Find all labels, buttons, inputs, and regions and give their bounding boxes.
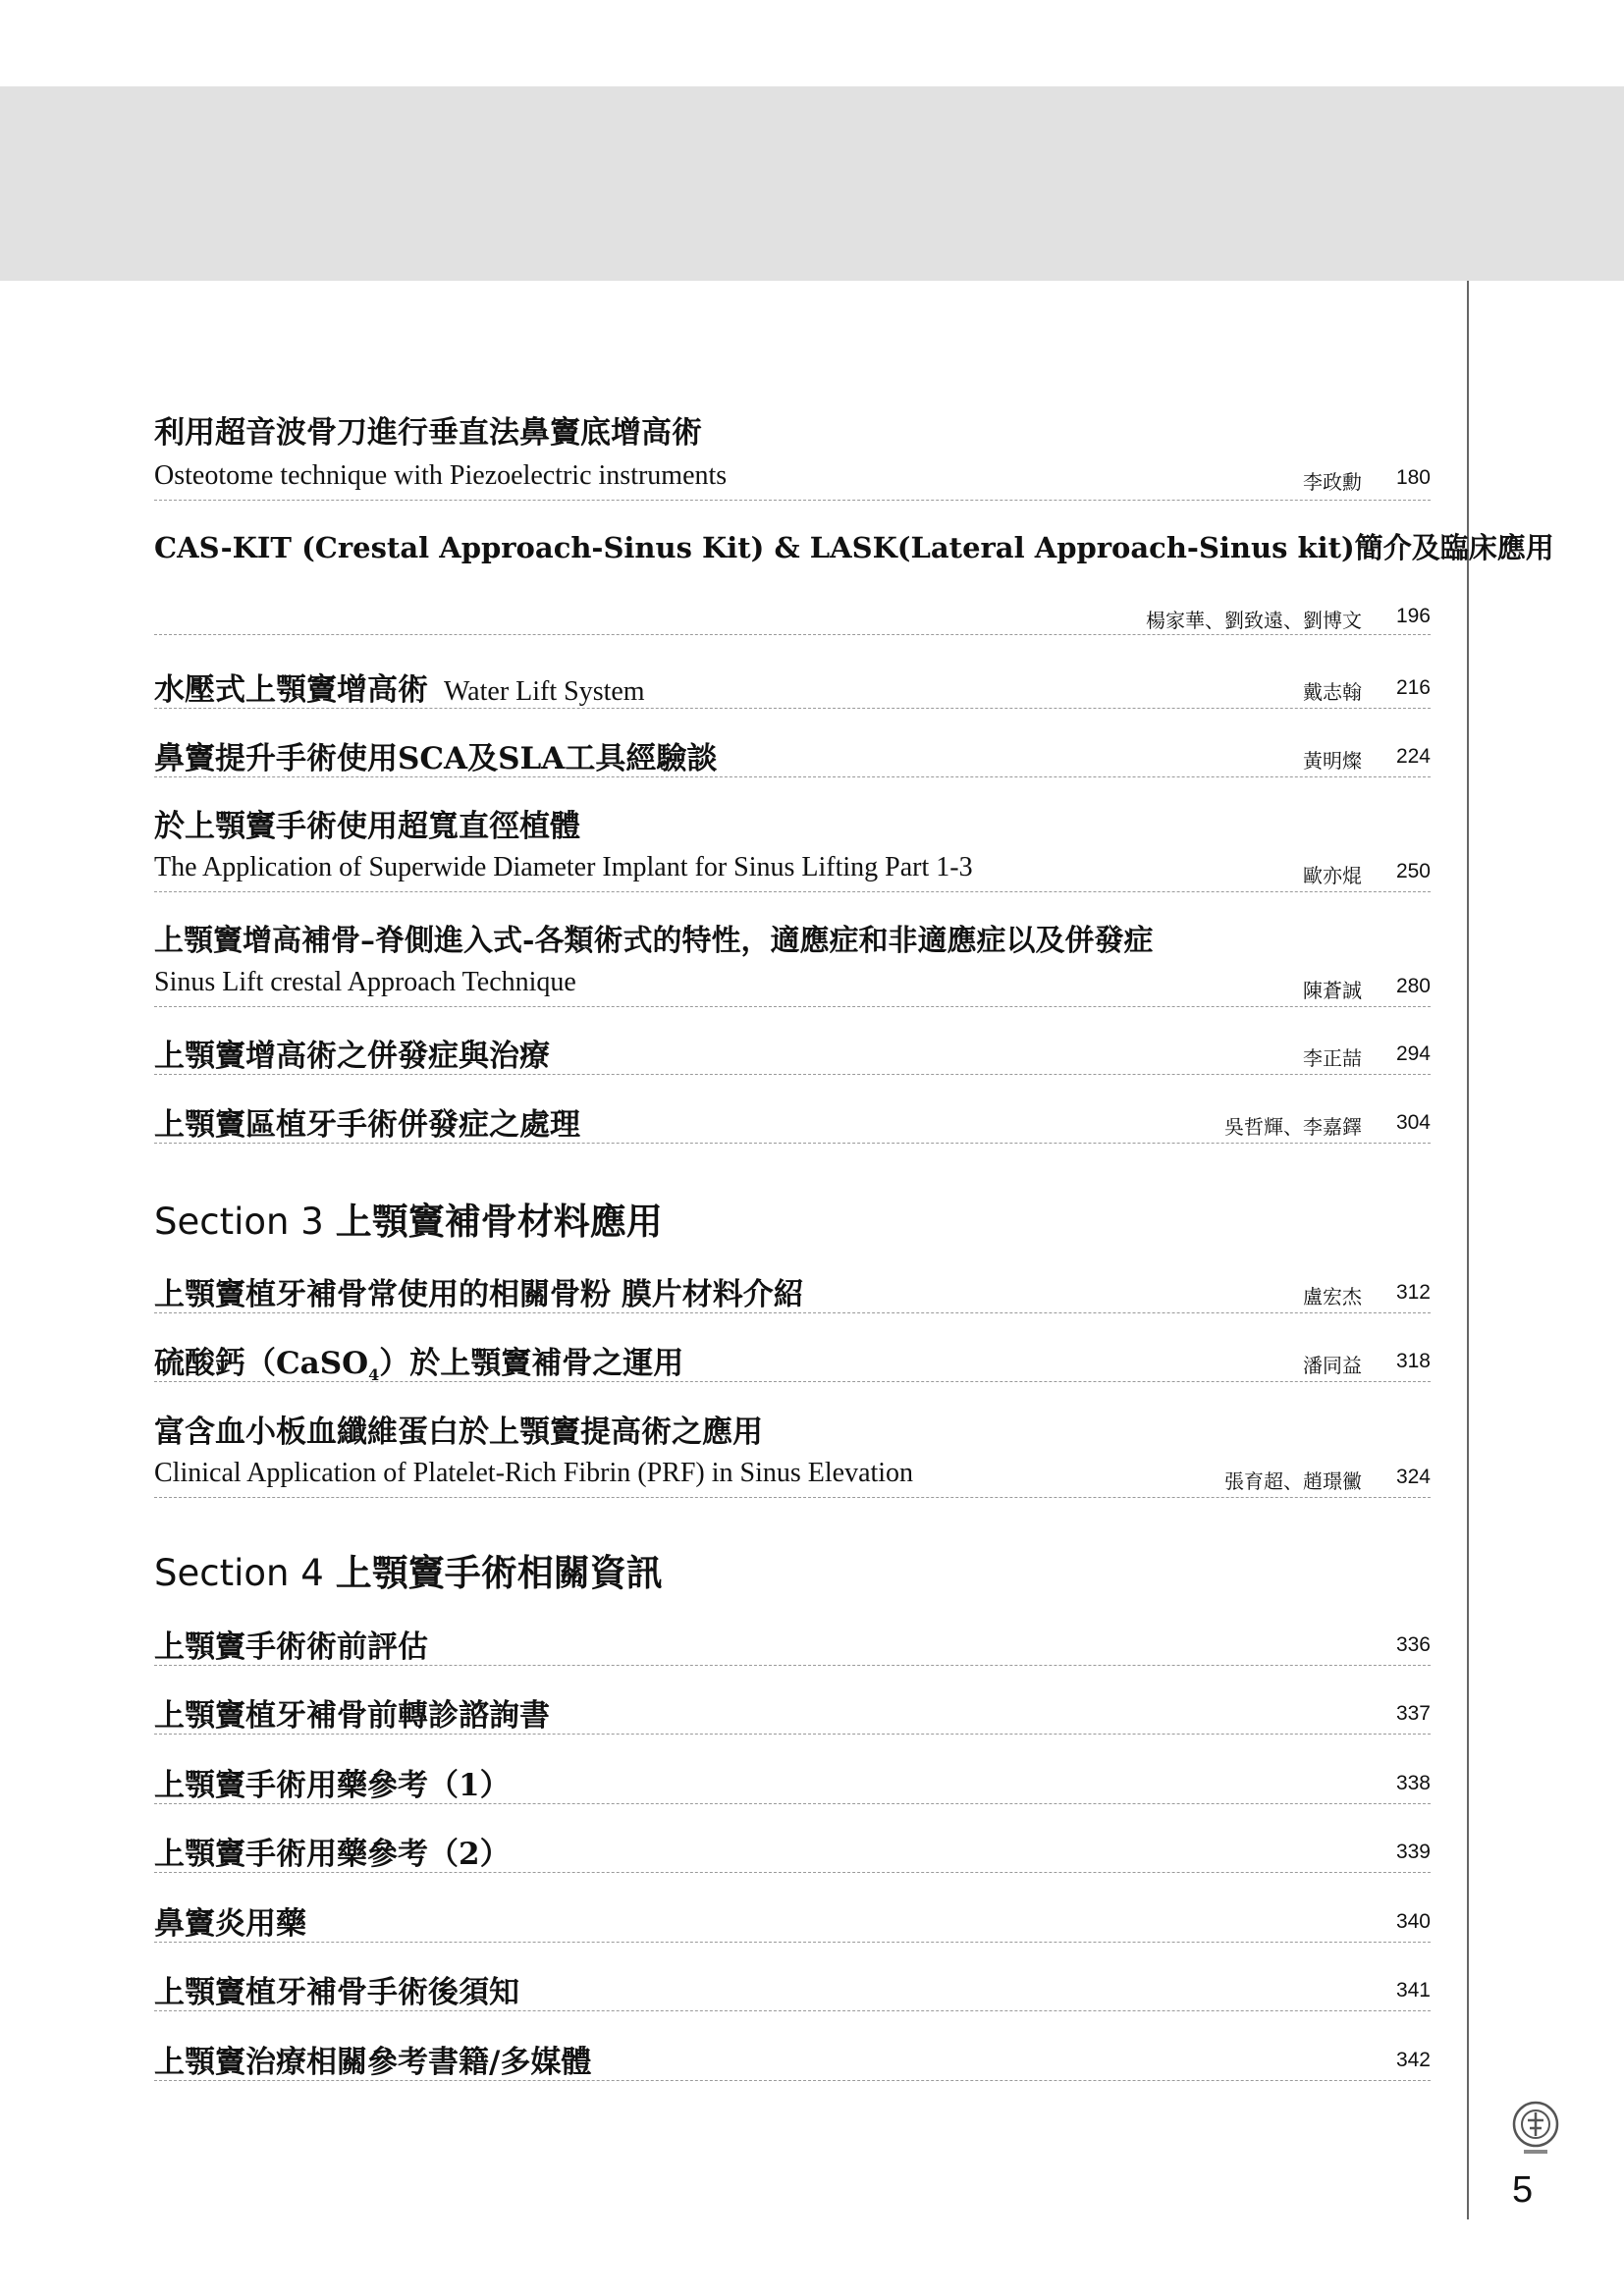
entry-title-zh-text: 水壓式上顎竇增高術 [154,672,428,708]
entry-page: 338 [1395,1772,1431,1794]
entry-title-zh: 上顎竇植牙補骨手術後須知 [154,1975,519,2010]
entry-title-subscript: 4 [368,1365,380,1385]
entry-title-zh: 上顎竇區植牙手術併發症之處理 [154,1107,580,1143]
entry-title-zh: 鼻竇炎用藥 [154,1906,306,1942]
toc-entry[interactable] [154,801,1431,892]
entry-page: 304 [1395,1111,1431,1134]
entry-authors: 楊家華、劉致遠、劉博文 [1146,609,1362,632]
toc-entry[interactable] [154,1760,1431,1804]
entry-title-zh [154,665,645,709]
entry-title-zh [154,1338,683,1384]
entry-title-en: Water Lift System [444,676,645,707]
toc-entry[interactable] [154,1622,1431,1666]
entry-authors: 黃明燦 [1303,749,1362,773]
entry-authors: 潘同益 [1303,1354,1362,1377]
entry-title-zh: 上顎竇植牙補骨前轉診諮詢書 [154,1698,550,1734]
entry-page: 341 [1395,1979,1431,2002]
toc-entry[interactable] [154,1407,1431,1498]
society-seal-icon [1510,2101,1561,2160]
entry-title-zh: 上顎竇手術用藥參考（2） [154,1837,511,1872]
entry-authors: 吳哲輝、李嘉鐸 [1224,1115,1362,1139]
toc-entry[interactable] [154,526,1554,635]
toc-entry[interactable] [154,916,1431,1007]
entry-page: 337 [1395,1702,1431,1725]
entry-authors: 李正喆 [1303,1046,1362,1070]
section-title: 上顎竇手術相關資訊 [335,1552,663,1594]
toc-entry[interactable] [154,2037,1431,2081]
toc-entry[interactable] [154,1099,1431,1144]
entry-title-en: The Application of Superwide Diameter Implant for Sinus Lifting Part 1-3 [154,852,973,882]
section-heading [154,1543,663,1596]
entry-page: 294 [1395,1042,1431,1065]
toc-entry[interactable] [154,1690,1431,1735]
entry-page: 339 [1395,1841,1431,1863]
entry-page: 180 [1395,466,1431,489]
entry-title-zh: 於上顎竇手術使用超寬直徑植體 [154,809,580,844]
toc-entry[interactable] [154,1031,1431,1075]
section-heading [154,1192,663,1245]
toc-entry[interactable] [154,407,1431,501]
entry-page: 196 [1395,605,1431,627]
margin-rule [1467,281,1469,2219]
entry-page: 216 [1395,676,1431,699]
entry-title-zh: 富含血小板血纖維蛋白於上顎竇提高術之應用 [154,1415,763,1450]
entry-page: 224 [1395,745,1431,768]
entry-title-zh: 上顎竇治療相關參考書籍/多媒體 [154,2045,592,2080]
toc-entry[interactable] [154,665,1431,709]
section-label: Section 3 [154,1201,324,1243]
entry-authors: 李政勳 [1303,470,1362,494]
entry-title-zh: 上顎竇手術用藥參考（1） [154,1768,511,1803]
entry-title-zh: 鼻竇提升手術使用SCA及SLA工具經驗談 [154,741,718,776]
toc-entry[interactable] [154,1898,1431,1943]
entry-page: 280 [1395,975,1431,997]
toc-entry[interactable] [154,1269,1431,1313]
entry-title-en: Osteotome technique with Piezoelectric instruments [154,460,728,491]
page-number: 5 [1512,2169,1534,2211]
entry-title-zh: 利用超音波骨刀進行垂直法鼻竇底增高術 [154,415,702,451]
entry-authors: 歐亦焜 [1303,864,1362,887]
entry-title-en: Clinical Application of Platelet-Rich Fibrin (PRF) in Sinus Elevation [154,1458,914,1488]
toc-entry[interactable] [154,1829,1431,1873]
toc-entry[interactable] [154,1338,1431,1385]
entry-title-zh: 上顎竇增高補骨–脊側進入式-各類術式的特性，適應症和非適應症以及併發症 [154,924,1154,958]
entry-page: 318 [1395,1350,1431,1372]
entry-page: 340 [1395,1910,1431,1933]
entry-page: 342 [1395,2049,1431,2071]
entry-title-zh: CAS-KIT (Crestal Approach-Sinus Kit) & LASK(Lateral Approach-Sinus kit)簡介及臨床應用 [154,531,1554,564]
section-title: 上顎竇補骨材料應用 [335,1201,663,1243]
toc-entry[interactable] [154,733,1431,777]
entry-authors: 陳蒼誠 [1303,979,1362,1002]
entry-title-zh-part: 硫酸鈣（CaSO [154,1346,369,1381]
entry-authors: 張育超、趙璟黴 [1224,1469,1362,1493]
entry-authors: 盧宏杰 [1303,1285,1362,1308]
entry-title-zh: 上顎竇手術術前評估 [154,1629,428,1665]
entry-title-zh-part: ）於上顎竇補骨之運用 [379,1346,684,1381]
toc-entry[interactable] [154,1967,1431,2011]
entry-title-zh: 上顎竇增高術之併發症與治療 [154,1039,550,1074]
entry-authors: 戴志翰 [1303,680,1362,704]
entry-title-en: Sinus Lift crestal Approach Technique [154,967,576,997]
section-label: Section 4 [154,1552,324,1594]
header-band [0,86,1624,281]
entry-page: 312 [1395,1281,1431,1304]
entry-title-zh: 上顎竇植牙補骨常使用的相關骨粉 膜片材料介紹 [154,1277,804,1312]
entry-page: 324 [1395,1466,1431,1488]
entry-page: 336 [1395,1633,1431,1656]
entry-page: 250 [1395,860,1431,882]
